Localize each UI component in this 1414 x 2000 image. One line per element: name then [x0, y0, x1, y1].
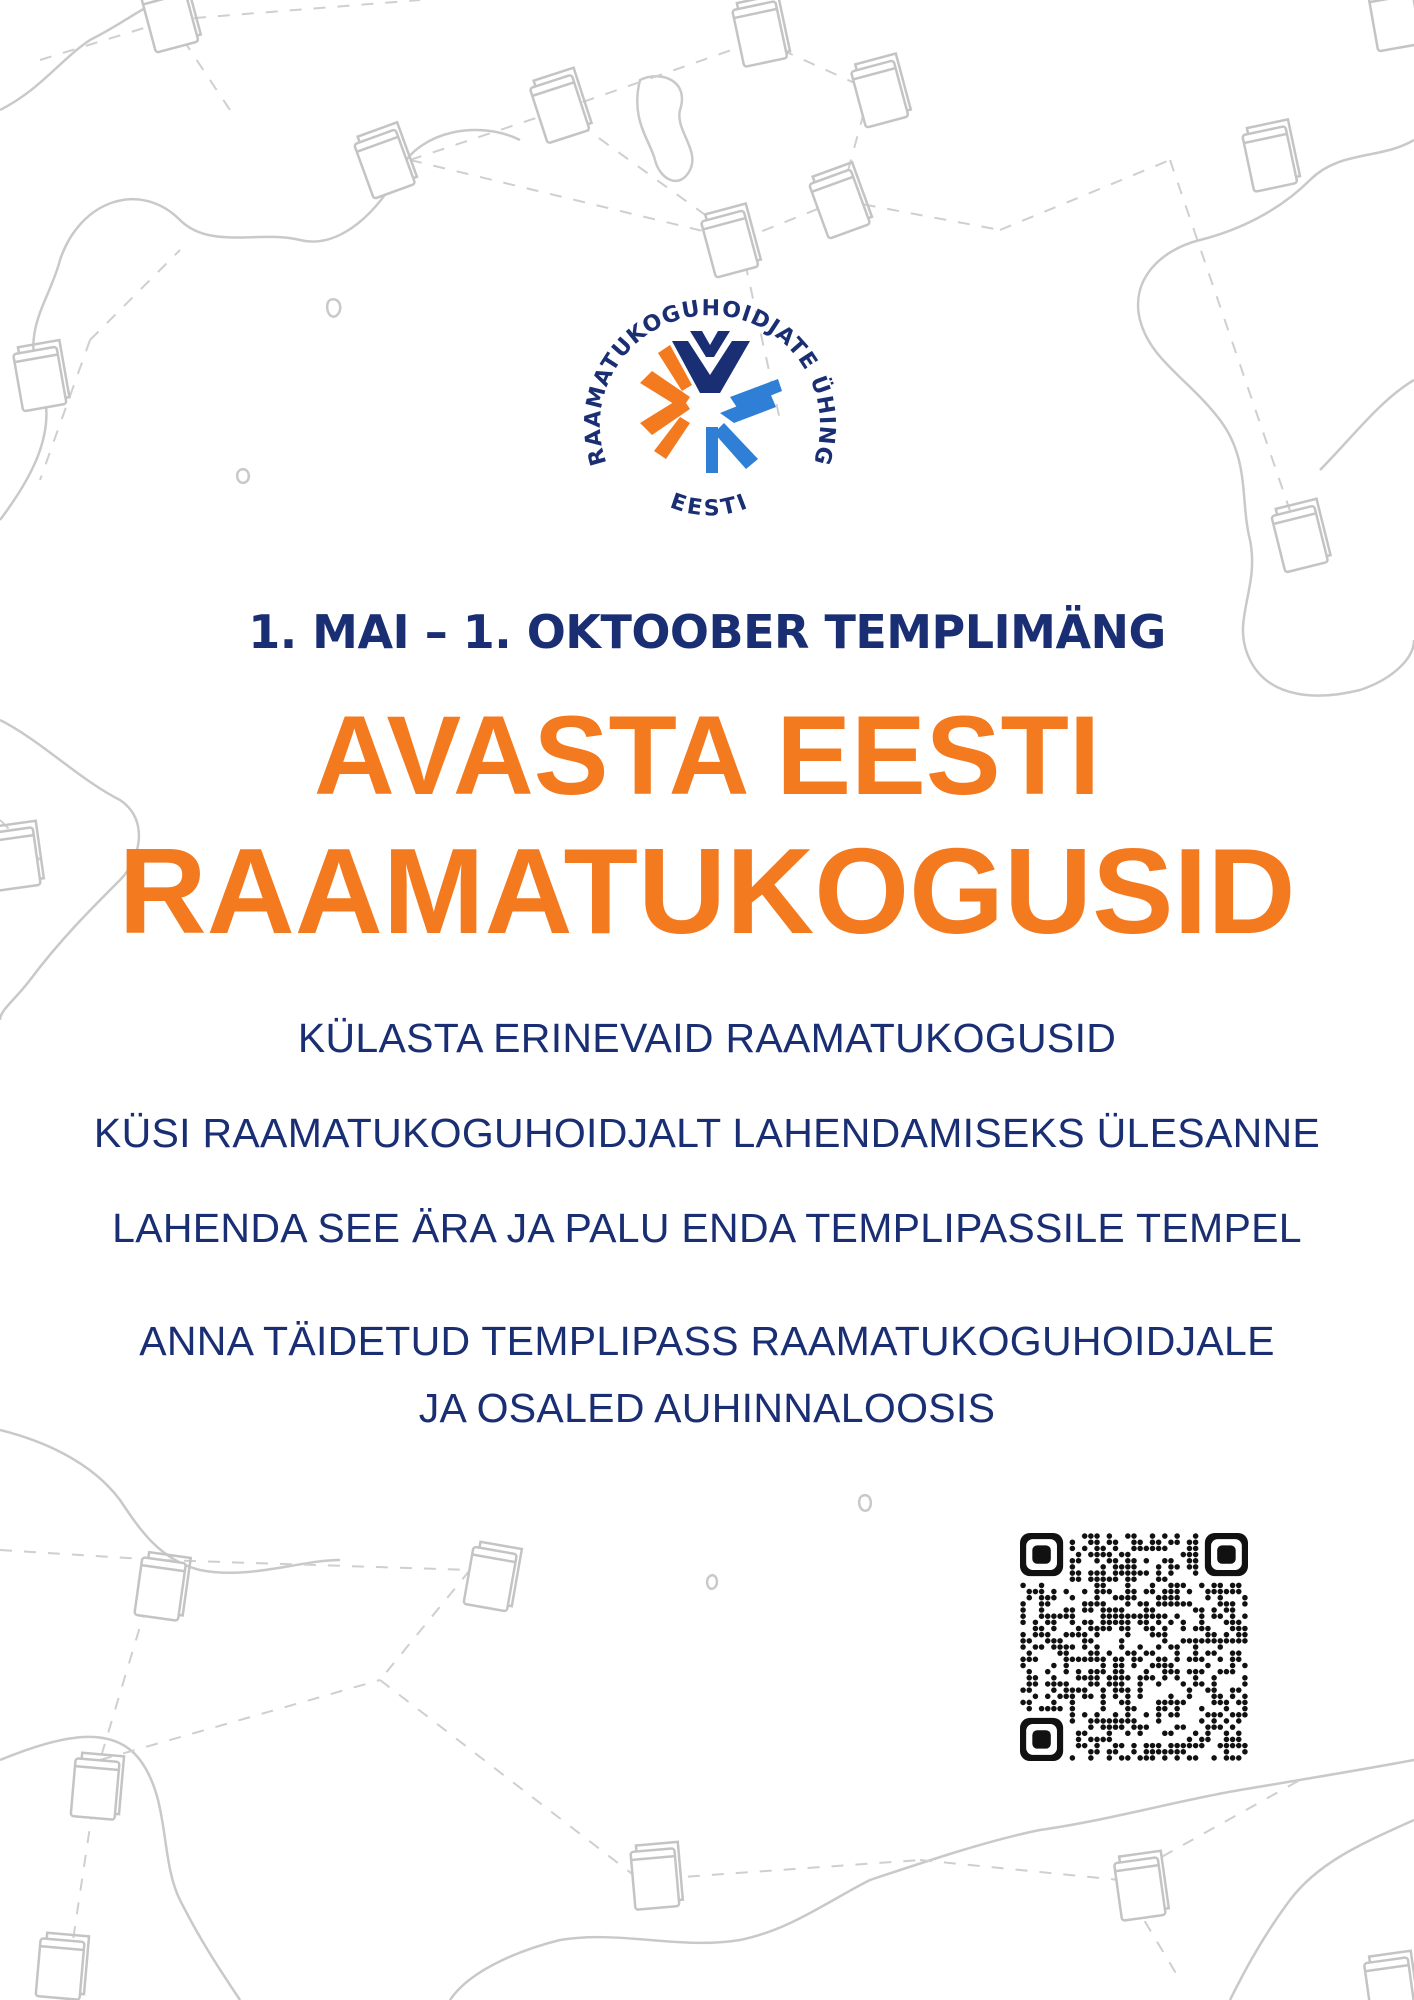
- qr-code-image: [1020, 1533, 1248, 1761]
- step-submit-line1: ANNA TÄIDETUD TEMPLIPASS RAAMATUKOGUHOIDJALE: [139, 1318, 1275, 1364]
- event-dates: 1. MAI – 1. OKTOOBER TEMPLIMÄNG: [248, 605, 1166, 659]
- step-submit-line2: JA OSALED AUHINNALOOSIS: [418, 1385, 996, 1432]
- qr-code[interactable]: [1020, 1533, 1248, 1761]
- headline-line1: AVASTA EESTI: [313, 693, 1101, 818]
- logo-bottom-text: EESTI: [667, 488, 754, 522]
- svg-text:EESTI: [667, 489, 753, 522]
- headline-line2: RAAMATUKOGUSID: [118, 823, 1296, 959]
- logo-ring-text: RAAMATUKOGUHOIDJATE ÜHING: [580, 296, 840, 469]
- logo: [565, 258, 855, 548]
- step-submit-pass: [0, 1318, 1414, 1452]
- step-solve-stamp: LAHENDA SEE ÄRA JA PALU ENDA TEMPLIPASSILE TEMPEL: [112, 1205, 1302, 1251]
- step-visit: KÜLASTA ERINEVAID RAAMATUKOGUSID: [297, 1015, 1117, 1061]
- step-ask-task: KÜSI RAAMATUKOGUHOIDJALT LAHENDAMISEKS ÜLESANNE: [93, 1110, 1321, 1156]
- logo-emblem: [565, 258, 855, 548]
